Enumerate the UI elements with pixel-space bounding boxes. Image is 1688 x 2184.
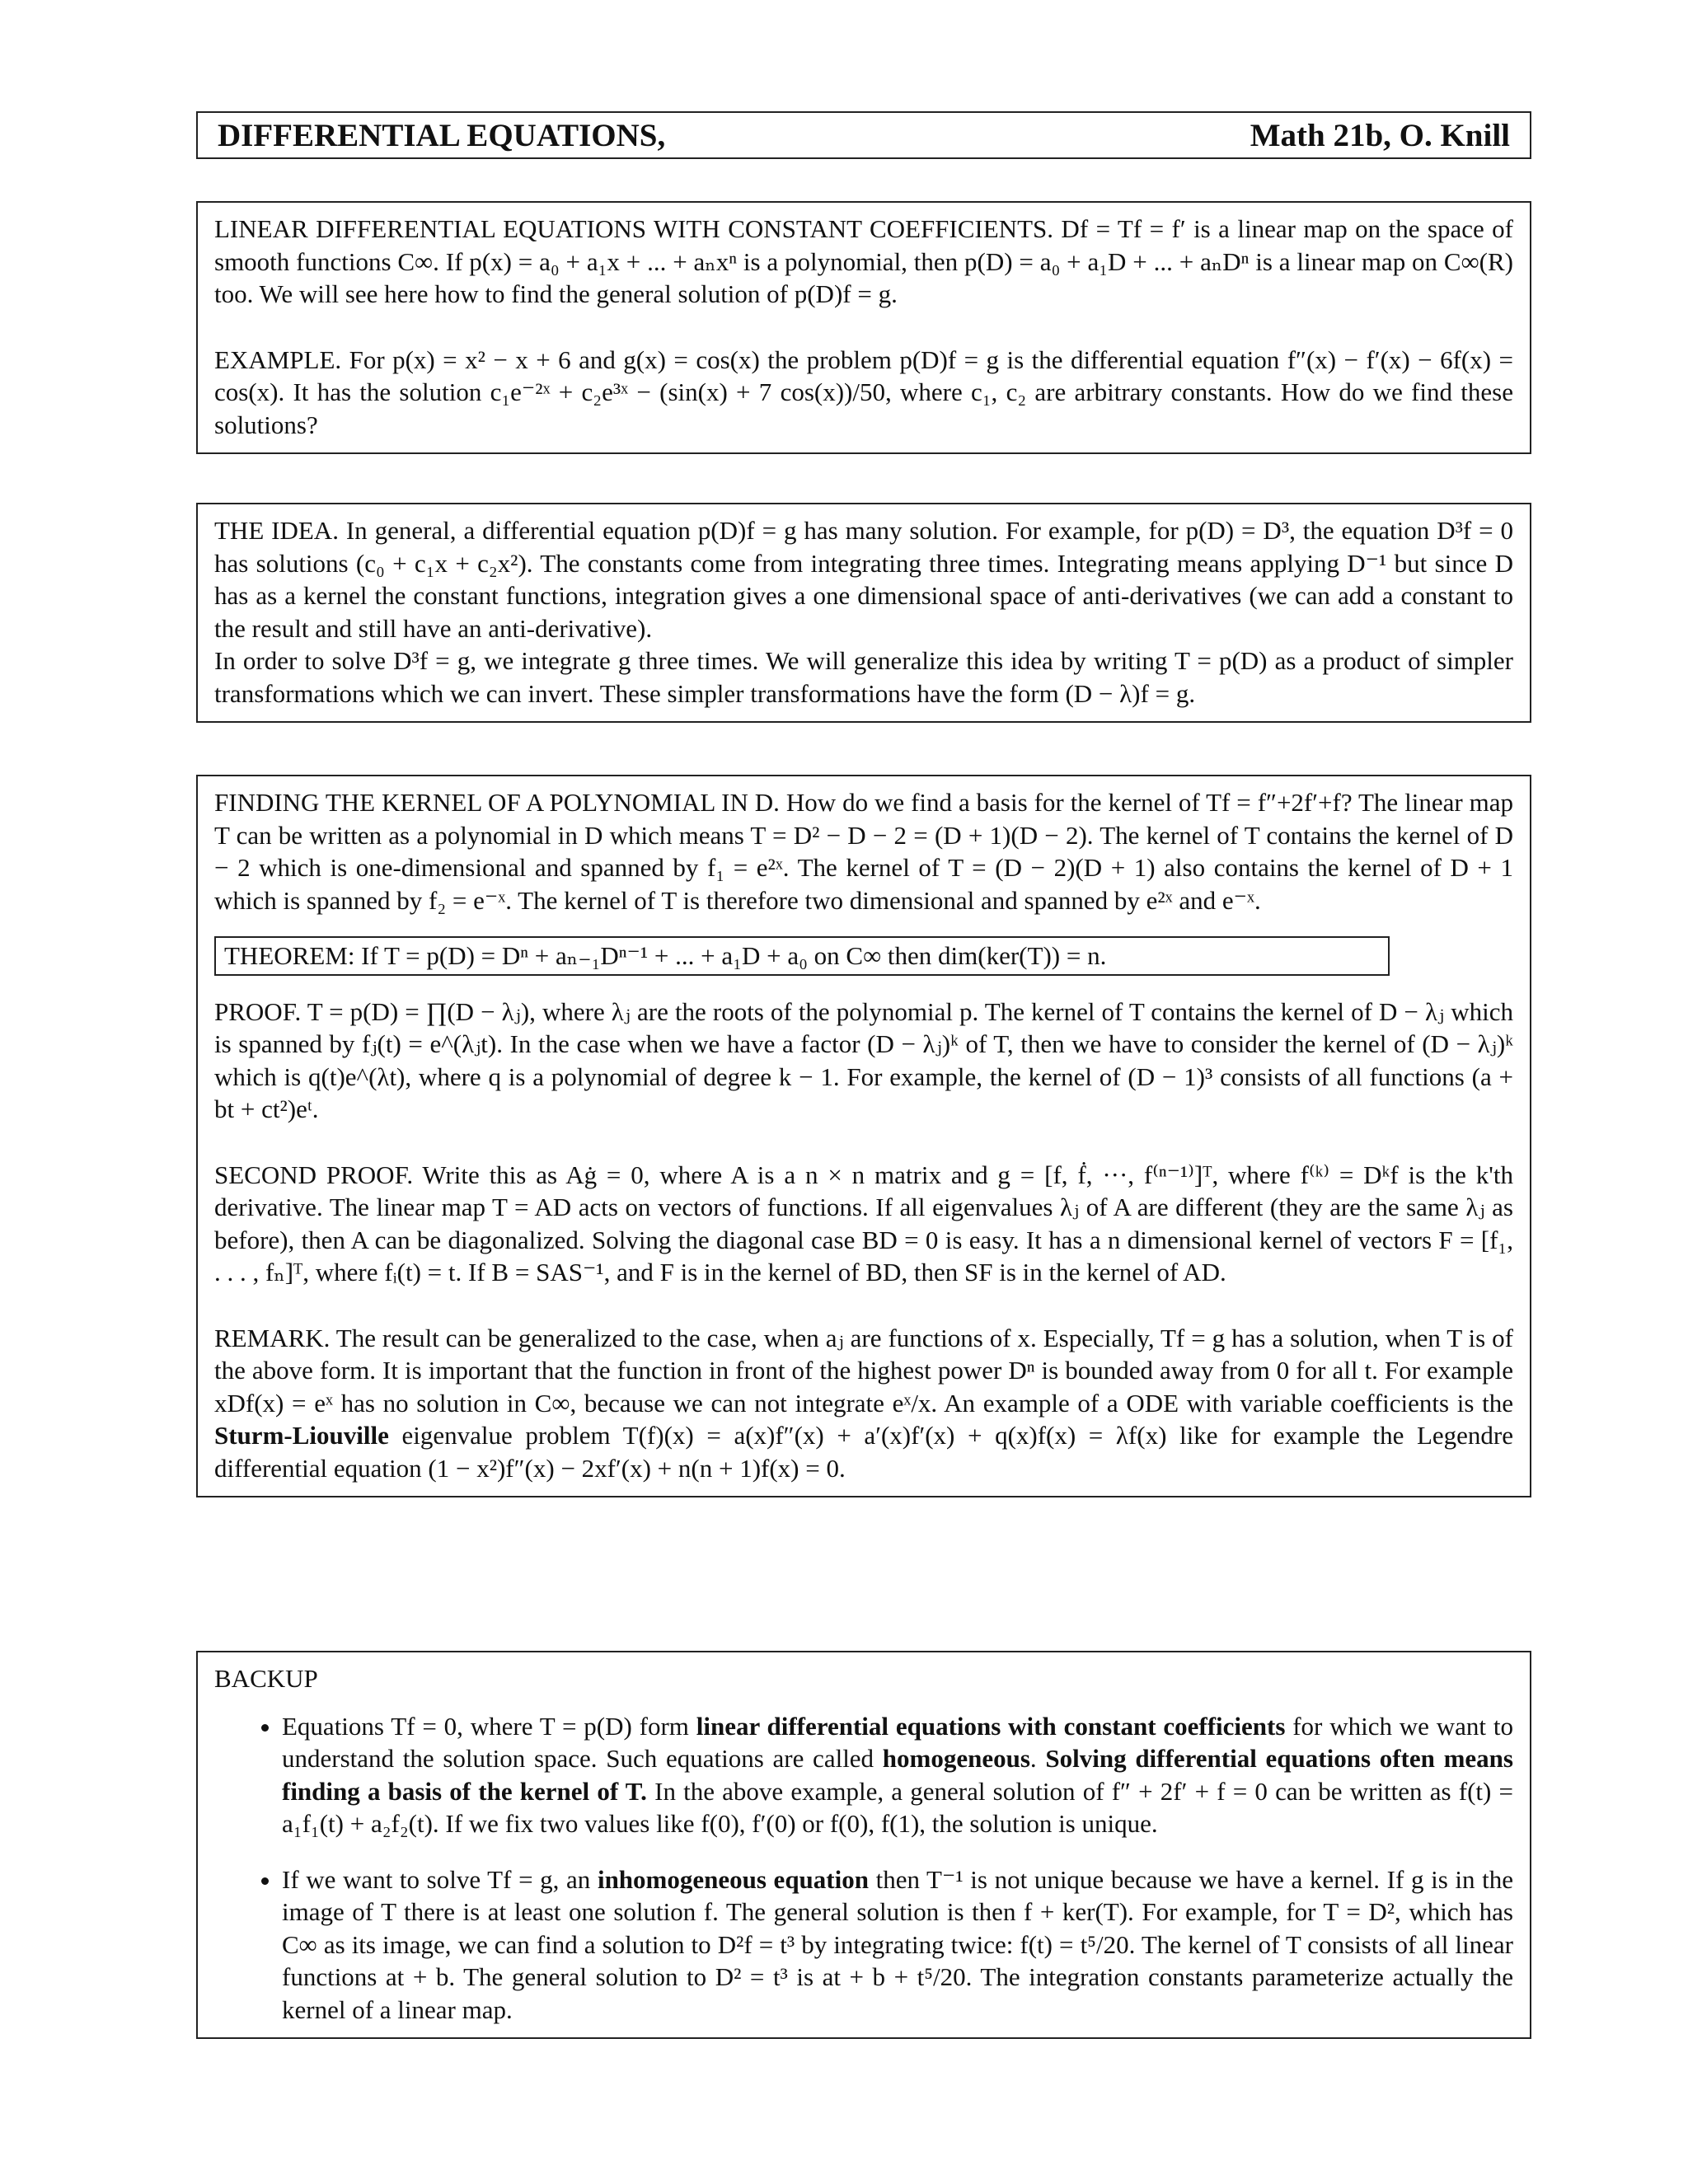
theorem-box [214, 936, 1390, 976]
course-label: Math 21b, O. Knill [1250, 117, 1510, 153]
kernel-paragraph: FINDING THE KERNEL OF A POLYNOMIAL IN D. How do we find a basis for the kernel of Tf = f″+2f′+f? The linear map T can be written as a polynomial in D which means T = D² − D − 2 = (D + 1)(D − 2). The kernel of T contains the kernel of D − 2 which is one-dimensional and spanned by f₁ = e²ˣ. The kernel of T = (D − 2)(D + 1) also contains the kernel of D + 1 which is spanned by f₂ = e⁻ˣ. The kernel of T is therefore two dimensional and spanned by e²ˣ and e⁻ˣ. [214, 788, 1513, 915]
list-item: • If we want to solve Tf = g, an inhomogeneous equation then T⁻¹ is not unique because we have a kernel. If g is in the image of T there is at least one solution f. The general solution is then f + ker(T). For example, for T = D², which has C∞ as its image, we can find a solution to D²f = t³ by integrating twice: f(t) = t⁵/20. The kernel of T consists of all linear functions at + b. The general solution to D² = t³ is at + b + t⁵/20. The integration constants parameterize actually the kernel of a linear map. [282, 1863, 1513, 2027]
backup-list [214, 1710, 1513, 2027]
example-paragraph: EXAMPLE. For p(x) = x² − x + 6 and g(x) = cos(x) the problem p(D)f = g is the differential equation f″(x) − f′(x) − 6f(x) = cos(x). It has the solution c₁e⁻²ˣ + c₂e³ˣ − (sin(x) + 7 cos(x))/50, where c₁, c₂ are arbitrary constants. How do we find these solutions? [214, 344, 1513, 439]
backup-box [196, 1651, 1531, 2039]
remark-paragraph: REMARK. The result can be generalized to the case, when aⱼ are functions of x. Especially, Tf = g has a solution, when T is of the above form. It is important that the function in front of the highest power Dⁿ is bounded away from 0 for all t. For example xDf(x) = eˣ has no solution in C∞, because we can not integrate eˣ/x. An example of a ODE with variable coefficients is the Sturm-Liouville eigenvalue problem T(f)(x) = a(x)f″(x) + a′(x)f′(x) + q(x)f(x) = λf(x) like for example the Legendre differential equation (1 − x²)f″(x) − 2xf′(x) + n(n + 1)f(x) = 0. [214, 1323, 1513, 1483]
idea-paragraph: THE IDEA. In general, a differential equation p(D)f = g has many solution. For example, for p(D) = D³, the equation D³f = 0 has solutions (c₀ + c₁x + c₂x²). The constants come from integrating three times. Integrating means applying D⁻¹ but since D has as a kernel the constant functions, integration gives a one dimensional space of anti-derivatives (we can add a constant to the result and still have an anti-derivative). [214, 516, 1513, 643]
list-item: • Equations Tf = 0, where T = p(D) form linear differential equations with constant coefficients for which we want to understand the solution space. Such equations are called homogeneous. Solving differential equations often means finding a basis of the kernel of T. In the above example, a general solution of f″ + 2f′ + f = 0 can be written as f(t) = a₁f₁(t) + a₂f₂(t). If we fix two values like f(0), f′(0) or f(0), f(1), the solution is unique. [282, 1710, 1513, 1840]
intro-box [196, 201, 1531, 454]
backup-title: BACKUP [214, 1664, 318, 1693]
theorem-text: THEOREM: If T = p(D) = Dⁿ + aₙ₋₁Dⁿ⁻¹ + ... + a₁D + a₀ on C∞ then dim(ker(T)) = n. [224, 941, 1107, 970]
idea-paragraph-2: In order to solve D³f = g, we integrate g three times. We will generalize this idea by writing T = p(D) as a product of simpler transformations which we can invert. These simpler transformations have the form (D − λ)f = g. [214, 646, 1513, 708]
idea-box [196, 503, 1531, 723]
proof-paragraph: PROOF. T = p(D) = ∏(D − λⱼ), where λⱼ are the roots of the polynomial p. The kernel of T contains the kernel of D − λⱼ which is spanned by fⱼ(t) = e^(λⱼt). In the case when we have a factor (D − λⱼ)ᵏ of T, then we have to consider the kernel of (D − λⱼ)ᵏ which is q(t)e^(λt), where q is a polynomial of degree k − 1. For example, the kernel of (D − 1)³ consists of all functions (a + bt + ct²)eᵗ. [214, 996, 1513, 1123]
intro-paragraph: LINEAR DIFFERENTIAL EQUATIONS WITH CONSTANT COEFFICIENTS. Df = Tf = f′ is a linear map on the space of smooth functions C∞. If p(x) = a₀ + a₁x + ... + aₙxⁿ is a polynomial, then p(D) = a₀ + a₁D + ... + aₙDⁿ is a linear map on C∞(R) too. We will see here how to find the general solution of p(D)f = g. [214, 214, 1513, 308]
sturm-liouville-term: Sturm-Liouville [214, 1421, 389, 1450]
page-title: DIFFERENTIAL EQUATIONS, [218, 117, 666, 153]
page-header [196, 111, 1531, 159]
kernel-box [196, 775, 1531, 1497]
second-proof-paragraph: SECOND PROOF. Write this as Aġ = 0, where A is a n × n matrix and g = [f, ḟ, ···, f⁽ⁿ⁻¹⁾]ᵀ, where f⁽ᵏ⁾ = Dᵏf is the k'th derivative. The linear map T = AD acts on vectors of functions. If all eigenvalues λⱼ of A are different (they are the same λⱼ as before), then A can be diagonalized. Solving the diagonal case BD = 0 is easy. It has a n dimensional kernel of vectors F = [f₁, . . . , fₙ]ᵀ, where fᵢ(t) = t. If B = SAS⁻¹, and F is in the kernel of BD, then SF is in the kernel of AD. [214, 1160, 1513, 1286]
